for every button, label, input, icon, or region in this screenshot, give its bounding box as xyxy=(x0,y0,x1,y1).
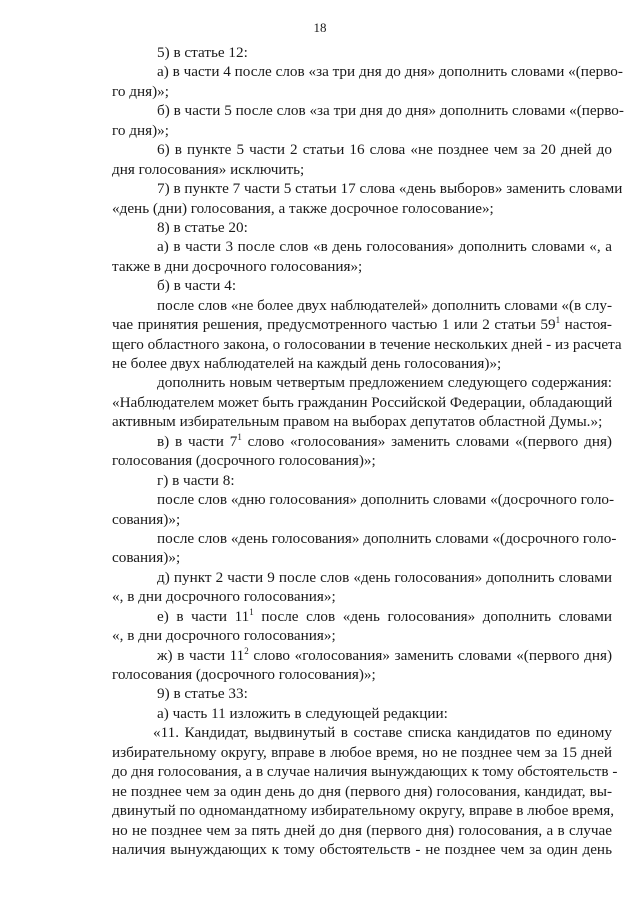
text-line-content: 9) в статье 33: xyxy=(157,685,248,703)
text-line xyxy=(112,101,624,120)
text-line xyxy=(112,315,612,334)
text-line xyxy=(112,743,612,762)
text-line-content: после слов «не более двух наблюдателей» дополнить словами «(в слу- xyxy=(157,296,612,314)
text-line xyxy=(112,451,612,470)
text-line-content: е) в части 11 xyxy=(157,607,250,625)
text-line xyxy=(112,801,615,820)
text-line-content: го дня)»; xyxy=(112,82,169,100)
text-line xyxy=(112,821,612,840)
text-line-content: двинутый по одномандатному избирательному округу, вправе в любое время, xyxy=(112,802,615,820)
text-line xyxy=(112,179,623,198)
text-line xyxy=(112,665,612,684)
text-line-content: дополнить новым четвертым предложением следующего содержания: xyxy=(157,374,612,392)
text-line xyxy=(112,626,612,645)
text-line-content: го дня)»; xyxy=(112,121,169,139)
text-line xyxy=(112,723,612,742)
page-number: 18 xyxy=(313,20,327,35)
text-line xyxy=(112,62,623,81)
text-line-content: сования)»; xyxy=(112,510,181,528)
text-line-content: «день (дни) голосования, а также досрочное голосование»; xyxy=(112,199,494,217)
text-line xyxy=(112,140,612,159)
superscript-index: 2 xyxy=(244,645,249,656)
text-line xyxy=(112,393,612,412)
text-line xyxy=(112,276,612,295)
text-line xyxy=(112,296,612,315)
text-line-continuation: слово «голосования» заменить словами «(первого дня) xyxy=(241,432,612,450)
superscript-index: 1 xyxy=(237,431,242,442)
text-line-content: но не позднее чем за пять дней до дня (первого дня) голосования, а в случае xyxy=(112,821,612,839)
text-line xyxy=(112,257,612,276)
text-line-continuation: настоя- xyxy=(560,316,612,334)
superscript-index: 1 xyxy=(249,606,254,617)
text-line-content: после слов «день голосования» дополнить словами «(досрочного голо- xyxy=(157,529,617,547)
text-line-continuation: слово «голосования» заменить словами «(первого дня) xyxy=(248,646,612,664)
text-line-content: б) в части 4: xyxy=(157,277,237,295)
text-line xyxy=(112,199,612,218)
text-line xyxy=(112,121,612,140)
text-line xyxy=(112,684,612,703)
text-line-content: «Наблюдателем может быть гражданин Российской Федерации, обладающий xyxy=(112,393,613,411)
text-line-content: 7) в пункте 7 части 5 статьи 17 слова «день выборов» заменить словами xyxy=(157,180,623,198)
text-line-content: после слов «дню голосования» дополнить словами «(досрочного голо- xyxy=(157,491,615,509)
text-line xyxy=(112,432,612,451)
text-line-content: а) часть 11 изложить в следующей редакции: xyxy=(157,704,448,722)
text-line xyxy=(112,43,612,62)
text-line xyxy=(112,782,612,801)
text-line xyxy=(112,412,612,431)
text-line-content: б) в части 5 после слов «за три дня до дня» дополнить словами «(перво- xyxy=(157,102,624,120)
text-line xyxy=(112,568,612,587)
text-line-content: а) в части 3 после слов «в день голосования» дополнить словами «, а xyxy=(157,238,612,256)
text-line-content: активным избирательным правом на выборах депутатов областной Думы.»; xyxy=(112,413,603,431)
text-line xyxy=(112,82,612,101)
text-line-content: до дня голосования, а в случае наличия вынуждающих к тому обстоятельств - xyxy=(112,763,618,781)
text-line xyxy=(112,237,612,256)
text-line xyxy=(112,471,612,490)
text-line xyxy=(112,704,612,723)
text-line-content: голосования (досрочного голосования)»; xyxy=(112,666,376,683)
text-line xyxy=(112,840,612,859)
text-line-content: «, в дни досрочного голосования»; xyxy=(112,588,336,606)
document-body xyxy=(112,43,624,859)
text-line xyxy=(112,373,612,392)
superscript-index: 1 xyxy=(555,315,561,326)
text-line-content: щего областного закона, о голосовании в течение нескольких дней - из расчета xyxy=(112,335,622,353)
text-line-content: голосования (досрочного голосования)»; xyxy=(112,452,376,470)
text-line-content: сования)»; xyxy=(112,549,181,567)
text-line-content: наличия вынуждающих к тому обстоятельств - не позднее чем за один день xyxy=(112,840,612,858)
text-line-content: «, в дни досрочного голосования»; xyxy=(112,627,336,645)
text-line-content: «11. Кандидат, выдвинутый в составе списка кандидатов по единому xyxy=(153,724,612,742)
text-line-content: в) в части 7 xyxy=(157,432,238,450)
text-line-content: 8) в статье 20: xyxy=(157,218,248,236)
text-line-content: д) пункт 2 части 9 после слов «день голосования» дополнить словами xyxy=(157,568,612,586)
text-line-content: дня голосования» исключить; xyxy=(112,160,305,178)
text-line xyxy=(112,335,622,354)
text-line-content: также в дни досрочного голосования»; xyxy=(112,257,363,275)
text-line-content: 5) в статье 12: xyxy=(157,44,248,61)
text-line xyxy=(112,762,618,781)
text-line xyxy=(112,607,612,626)
text-line xyxy=(112,354,612,373)
text-line xyxy=(112,548,612,567)
text-line xyxy=(112,510,612,529)
text-line-content: не позднее чем за один день до дня (первого дня) голосования, кандидат, вы- xyxy=(112,782,612,800)
text-line-content: 6) в пункте 5 части 2 статьи 16 слова «не позднее чем за 20 дней до xyxy=(157,141,612,159)
text-line xyxy=(112,646,612,665)
text-line xyxy=(112,160,612,179)
text-line-content: а) в части 4 после слов «за три дня до дня» дополнить словами «(перво- xyxy=(157,63,623,81)
text-line-content: чае принятия решения, предусмотренного частью 1 или 2 статьи 59 xyxy=(112,316,556,334)
text-line-content: не более двух наблюдателей на каждый день голосования)»; xyxy=(112,355,502,372)
text-line-content: г) в части 8: xyxy=(157,471,235,489)
text-line-continuation: после слов «день голосования» дополнить словами xyxy=(253,607,612,625)
text-line xyxy=(112,490,615,509)
text-line xyxy=(112,587,612,606)
text-line-content: ж) в части 11 xyxy=(157,646,245,664)
text-line xyxy=(112,218,612,237)
text-line xyxy=(112,529,617,548)
text-line-content: избирательному округу, вправе в любое время, но не позднее чем за 15 дней xyxy=(112,743,612,761)
